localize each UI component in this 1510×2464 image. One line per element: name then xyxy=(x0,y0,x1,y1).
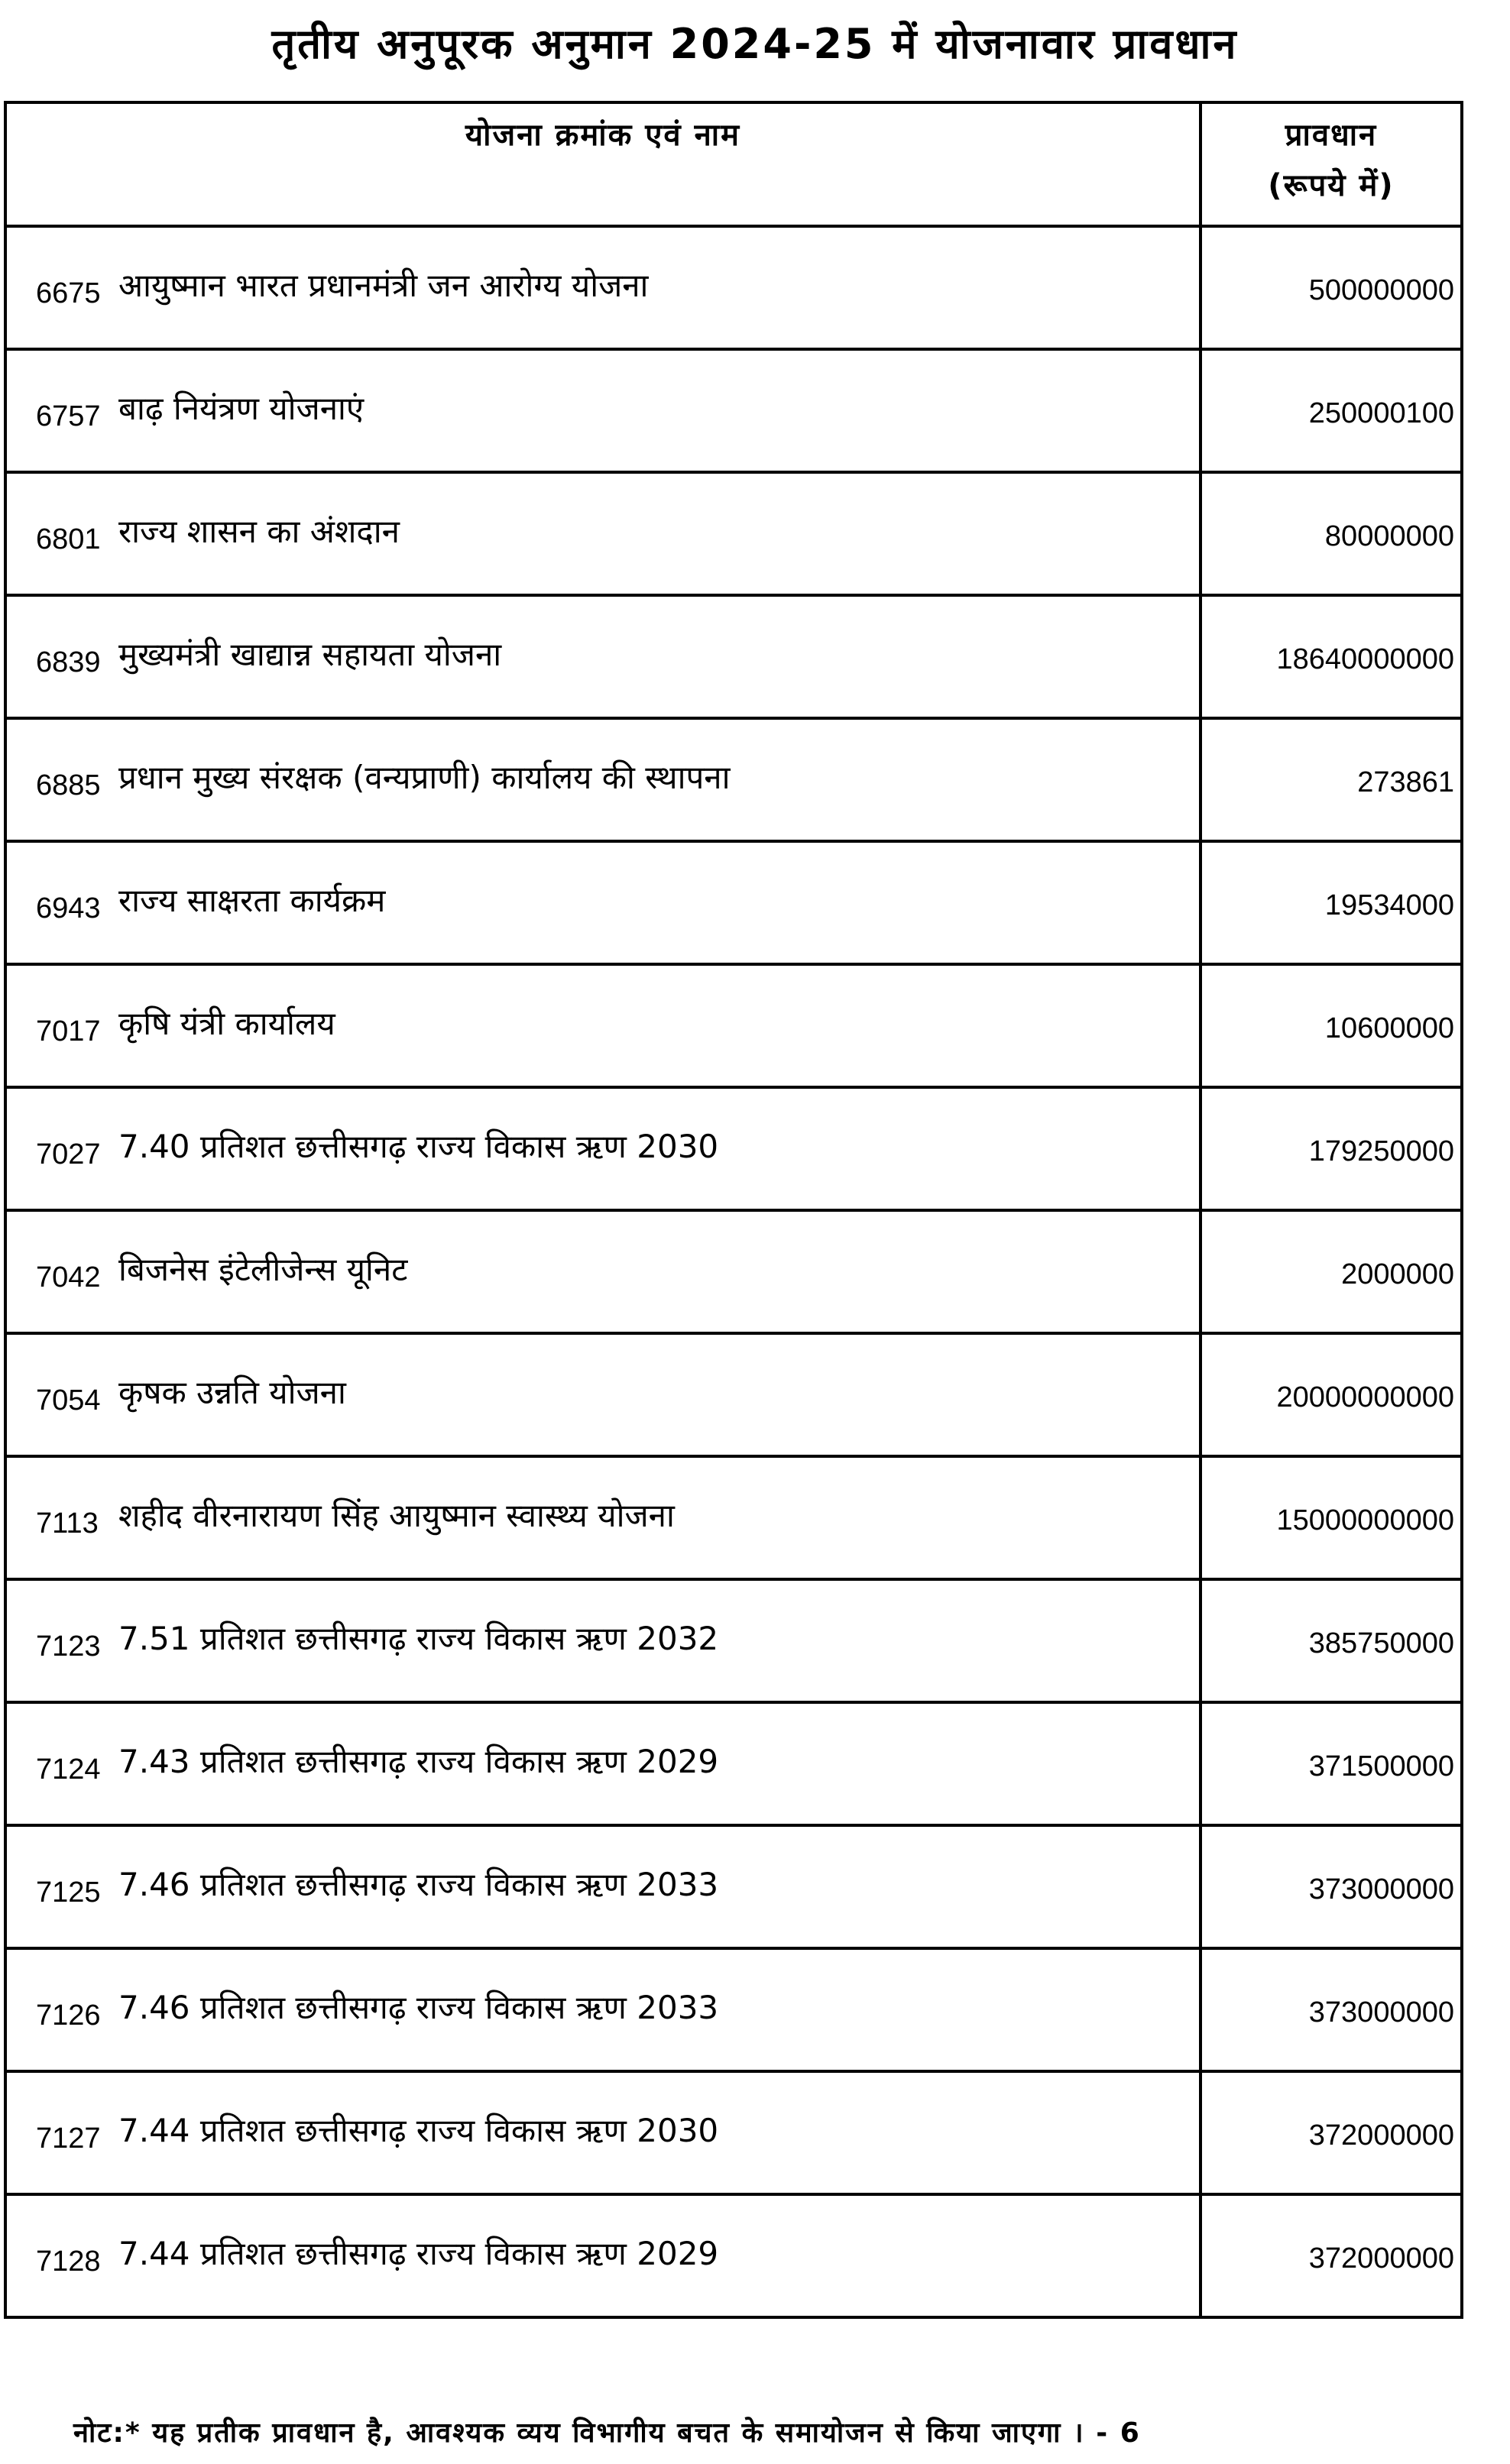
amount-value: 19534000 xyxy=(1324,889,1454,921)
amount-cell xyxy=(1201,718,1462,841)
amount-cell xyxy=(1201,1948,1462,2071)
amount-value: 372000000 xyxy=(1308,2242,1454,2275)
scheme-cell xyxy=(5,226,1201,349)
scheme-name: प्रधान मुख्य संरक्षक (वन्यप्राणी) कार्यालय की स्थापना xyxy=(118,759,731,796)
table-row xyxy=(5,472,1462,595)
amount-value: 20000000000 xyxy=(1276,1381,1454,1413)
amount-header-line2: (रूपये में) xyxy=(1268,168,1395,203)
scheme-name: बिजनेस इंटेलीजेन्स यूनिट xyxy=(118,1251,408,1288)
table-row xyxy=(5,718,1462,841)
amount-cell xyxy=(1201,1087,1462,1210)
amount-value: 385750000 xyxy=(1308,1627,1454,1659)
footer-note: नोट:* यह प्रतीक प्रावधान है, आवश्यक व्यय विभागीय बचत के समायोजन से किया जाएगा । - 6 xyxy=(73,2417,1141,2449)
scheme-name: 7.44 प्रतिशत छत्तीसगढ़ राज्य विकास ऋण 2029 xyxy=(118,2235,719,2272)
table-row xyxy=(5,1579,1462,1702)
scheme-name: 7.46 प्रतिशत छत्तीसगढ़ राज्य विकास ऋण 2033 xyxy=(118,1989,719,2026)
amount-cell xyxy=(1201,472,1462,595)
amount-value: 15000000000 xyxy=(1276,1504,1454,1536)
scheme-name: शहीद वीरनारायण सिंह आयुष्मान स्वास्थ्य योजना xyxy=(118,1497,675,1534)
amount-cell xyxy=(1201,964,1462,1087)
amount-cell xyxy=(1201,1579,1462,1702)
amount-cell xyxy=(1201,2071,1462,2194)
amount-cell xyxy=(1201,1825,1462,1948)
scheme-cell xyxy=(5,2071,1201,2194)
scheme-cell xyxy=(5,1333,1201,1456)
table-row xyxy=(5,1087,1462,1210)
amount-value: 373000000 xyxy=(1308,1873,1454,1905)
scheme-cell xyxy=(5,349,1201,472)
scheme-code: 7128 xyxy=(36,2245,101,2278)
amount-cell xyxy=(1201,841,1462,964)
scheme-code: 7124 xyxy=(36,1753,101,1786)
table-row xyxy=(5,226,1462,349)
amount-value: 80000000 xyxy=(1324,520,1454,552)
amount-value: 10600000 xyxy=(1324,1012,1454,1044)
amount-value: 371500000 xyxy=(1308,1750,1454,1782)
table-row xyxy=(5,1948,1462,2071)
amount-value: 500000000 xyxy=(1308,274,1454,306)
amount-value: 372000000 xyxy=(1308,2119,1454,2152)
amount-value: 373000000 xyxy=(1308,1996,1454,2029)
scheme-name: राज्य साक्षरता कार्यक्रम xyxy=(118,882,386,919)
scheme-name: 7.44 प्रतिशत छत्तीसगढ़ राज्य विकास ऋण 2030 xyxy=(118,2112,719,2149)
scheme-name: मुख्यमंत्री खाद्यान्न सहायता योजना xyxy=(118,636,502,673)
scheme-code: 6885 xyxy=(36,769,101,801)
table-row xyxy=(5,841,1462,964)
amount-column-header xyxy=(1201,102,1462,226)
scheme-name: 7.46 प्रतिशत छत्तीसगढ़ राज्य विकास ऋण 2033 xyxy=(118,1866,719,1903)
table-row xyxy=(5,349,1462,472)
page-title: तृतीय अनुपूरक अनुमान 2024-25 में योजनावार प्रावधान xyxy=(271,20,1239,68)
table-row xyxy=(5,964,1462,1087)
scheme-code: 6757 xyxy=(36,400,101,432)
scheme-cell xyxy=(5,718,1201,841)
scheme-cell xyxy=(5,1210,1201,1333)
scheme-code: 6801 xyxy=(36,523,101,555)
table-body xyxy=(5,226,1462,2317)
amount-cell xyxy=(1201,1210,1462,1333)
amount-cell xyxy=(1201,1456,1462,1579)
scheme-name: कृषक उन्नति योजना xyxy=(118,1374,346,1411)
scheme-name: 7.43 प्रतिशत छत्तीसगढ़ राज्य विकास ऋण 2029 xyxy=(118,1743,719,1780)
scheme-code: 7054 xyxy=(36,1384,101,1417)
amount-cell xyxy=(1201,349,1462,472)
amount-header-line1: प्रावधान xyxy=(1285,118,1378,153)
table-row xyxy=(5,1702,1462,1825)
scheme-code: 6839 xyxy=(36,646,101,678)
amount-value: 2000000 xyxy=(1341,1258,1454,1290)
scheme-code: 6943 xyxy=(36,892,101,924)
scheme-code: 7125 xyxy=(36,1876,101,1909)
scheme-name: 7.51 प्रतिशत छत्तीसगढ़ राज्य विकास ऋण 2032 xyxy=(118,1620,719,1657)
scheme-name: कृषि यंत्री कार्यालय xyxy=(118,1005,335,1042)
table-row xyxy=(5,1210,1462,1333)
scheme-cell xyxy=(5,472,1201,595)
scheme-name: बाढ़ नियंत्रण योजनाएं xyxy=(118,390,365,427)
scheme-code: 7113 xyxy=(36,1507,99,1540)
scheme-name: राज्य शासन का अंशदान xyxy=(118,513,400,550)
scheme-code: 7127 xyxy=(36,2122,101,2155)
scheme-cell xyxy=(5,2194,1201,2317)
table-row xyxy=(5,1456,1462,1579)
scheme-code: 7017 xyxy=(36,1015,101,1047)
table-row xyxy=(5,1333,1462,1456)
scheme-code: 6675 xyxy=(36,277,101,309)
table-row xyxy=(5,595,1462,718)
amount-cell xyxy=(1201,595,1462,718)
scheme-cell xyxy=(5,1948,1201,2071)
scheme-name: आयुष्मान भारत प्रधानमंत्री जन आरोग्य योजना xyxy=(118,267,649,304)
amount-cell xyxy=(1201,1333,1462,1456)
amount-value: 273861 xyxy=(1357,766,1454,798)
scheme-cell xyxy=(5,964,1201,1087)
table-row xyxy=(5,2194,1462,2317)
scheme-cell xyxy=(5,1456,1201,1579)
table-header-row xyxy=(5,102,1462,226)
amount-value: 18640000000 xyxy=(1276,643,1454,675)
scheme-cell xyxy=(5,841,1201,964)
scheme-cell xyxy=(5,1702,1201,1825)
scheme-cell xyxy=(5,595,1201,718)
amount-value: 250000100 xyxy=(1308,397,1454,429)
scheme-cell xyxy=(5,1825,1201,1948)
scheme-code: 7042 xyxy=(36,1261,101,1294)
table-row xyxy=(5,2071,1462,2194)
scheme-cell xyxy=(5,1087,1201,1210)
scheme-provision-table xyxy=(4,101,1463,2319)
amount-cell xyxy=(1201,226,1462,349)
scheme-code: 7126 xyxy=(36,1999,101,2032)
amount-value: 179250000 xyxy=(1308,1135,1454,1167)
scheme-cell xyxy=(5,1579,1201,1702)
amount-cell xyxy=(1201,1702,1462,1825)
table-row xyxy=(5,1825,1462,1948)
scheme-column-header: योजना क्रमांक एवं नाम xyxy=(5,102,1201,226)
scheme-code: 7027 xyxy=(36,1138,101,1170)
scheme-name: 7.40 प्रतिशत छत्तीसगढ़ राज्य विकास ऋण 2030 xyxy=(118,1128,719,1165)
amount-cell xyxy=(1201,2194,1462,2317)
scheme-code: 7123 xyxy=(36,1630,101,1663)
